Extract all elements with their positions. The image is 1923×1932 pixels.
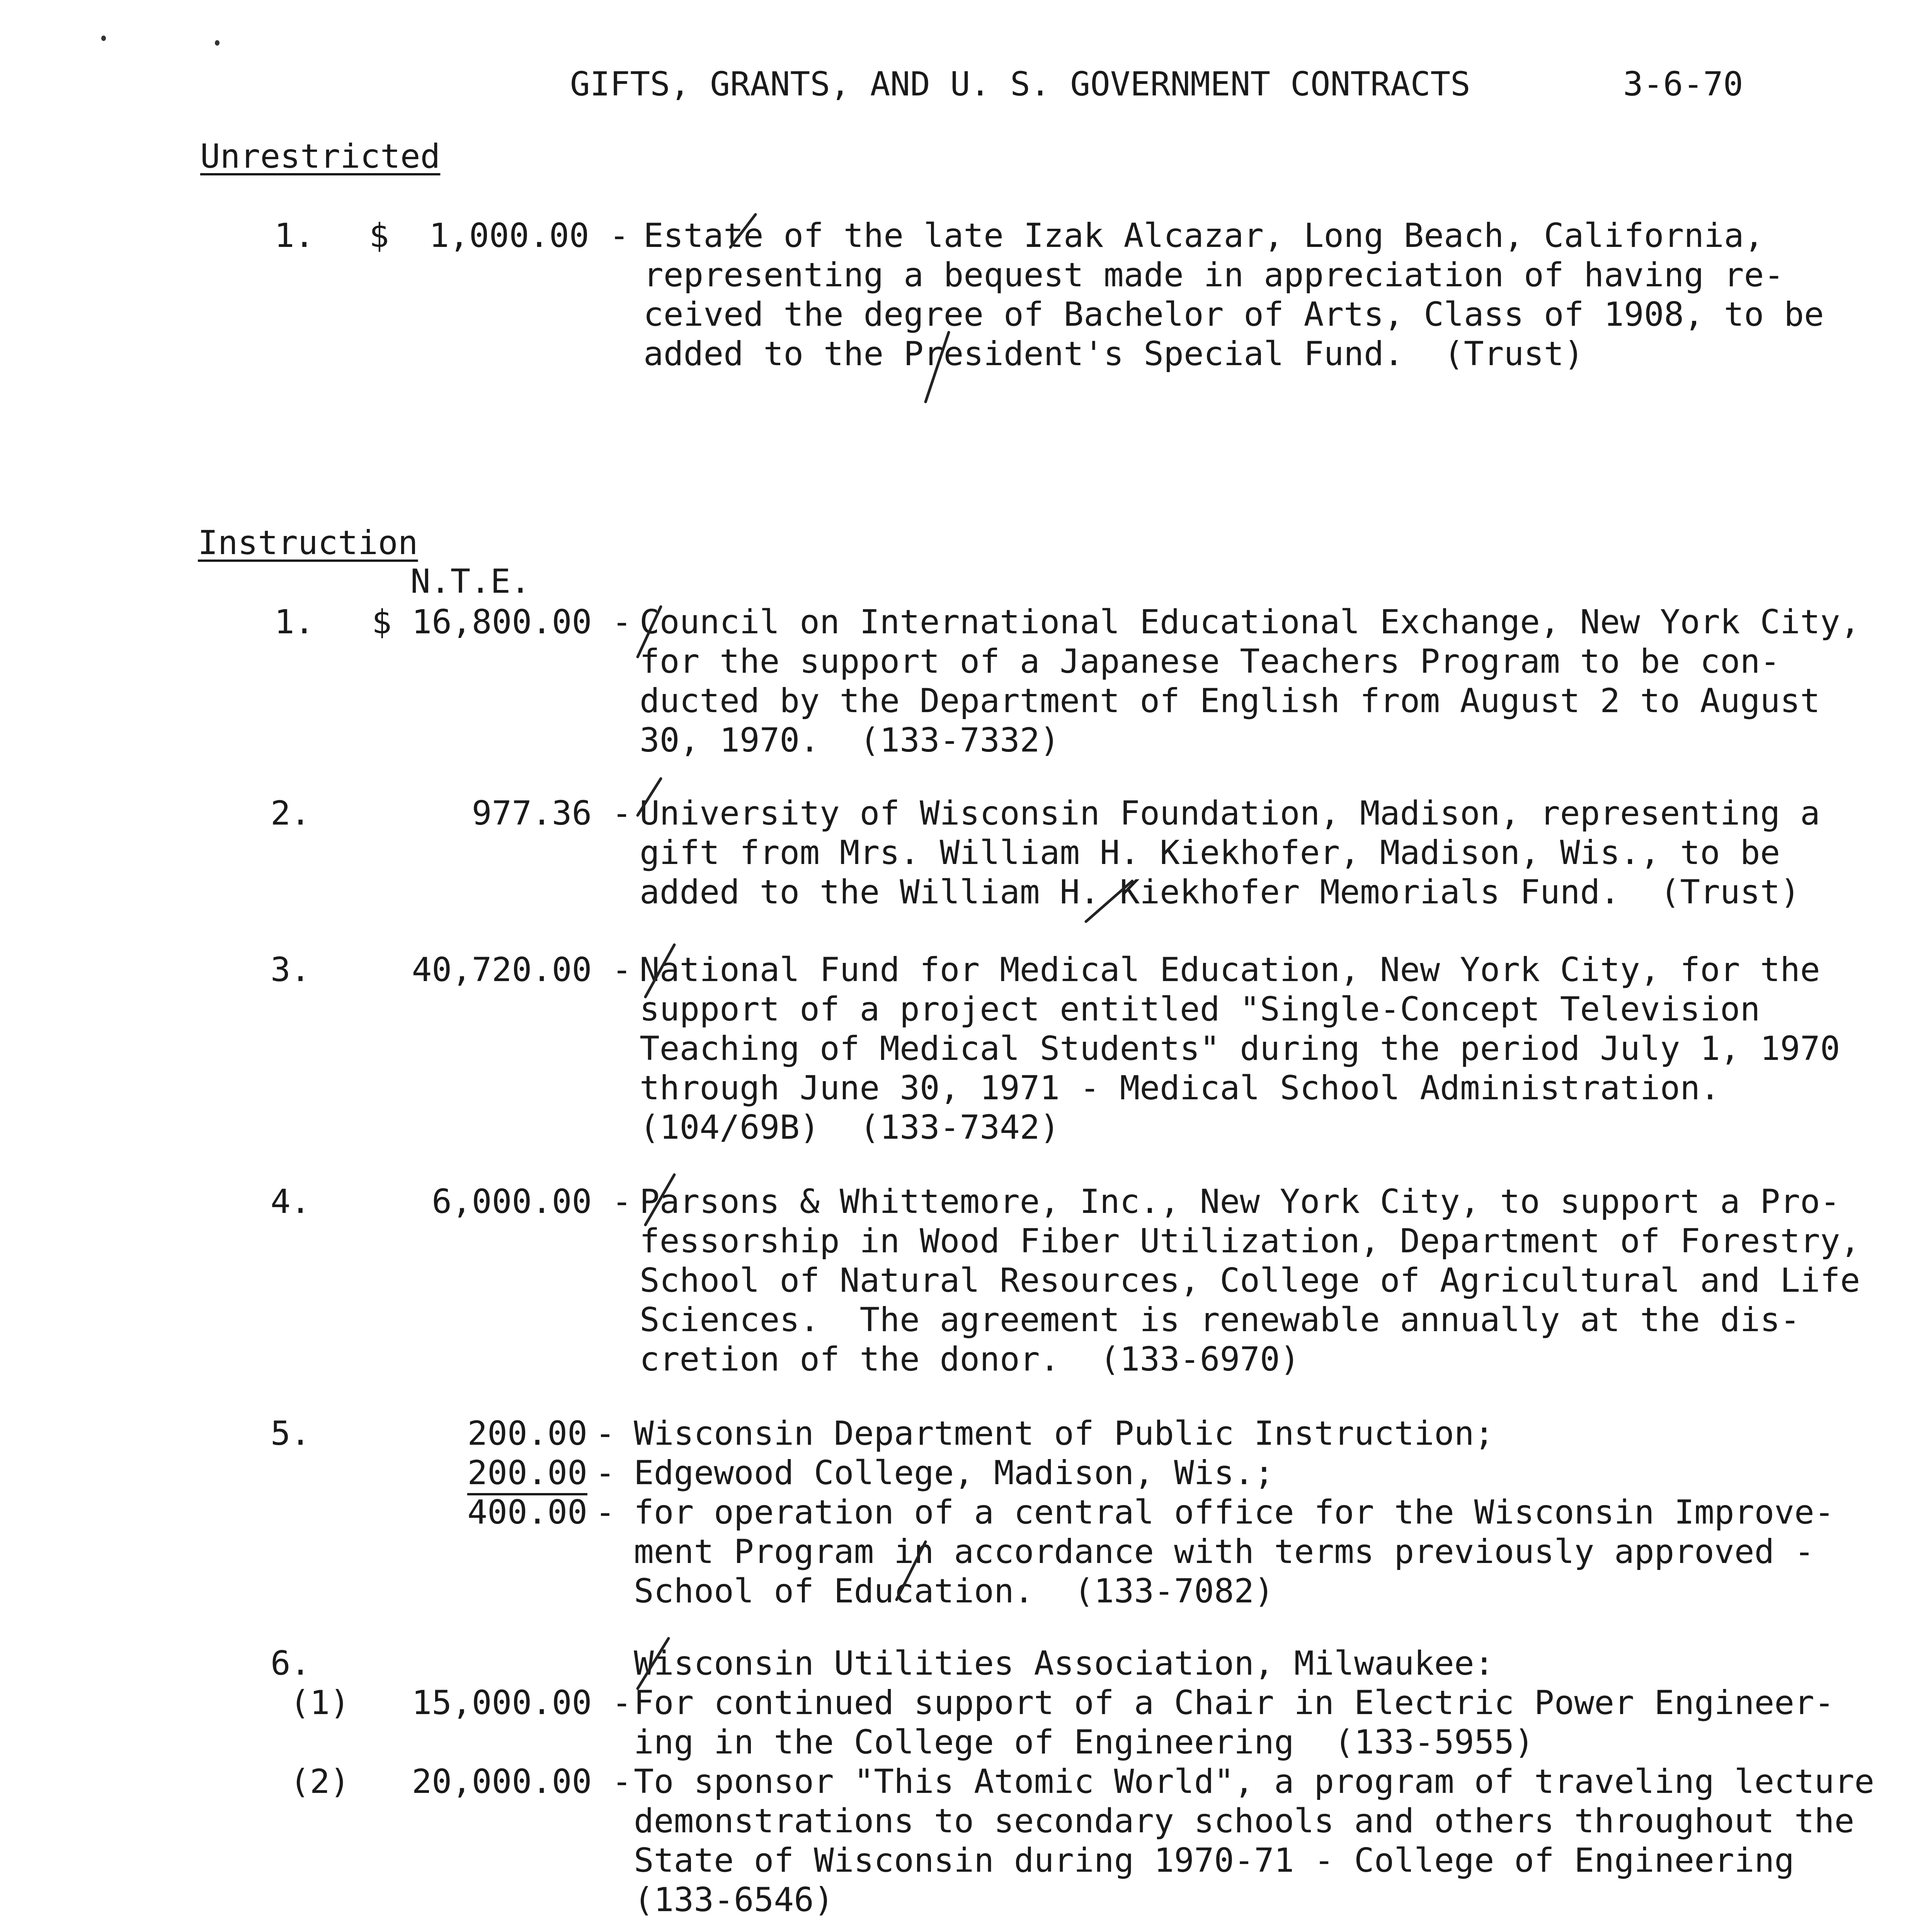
item-line: representing a bequest made in appreciation of having re- — [643, 256, 1784, 294]
item-amount: 15,000.00 - — [412, 1684, 632, 1722]
item-amount: 6,000.00 - — [432, 1182, 632, 1221]
subitem-label: (2) — [290, 1762, 350, 1801]
item-line: School of Education. (133-7082) — [634, 1572, 1274, 1611]
item-line: Edgewood College, Madison, Wis.; — [634, 1454, 1274, 1492]
nte-label: N.T.E. — [410, 562, 531, 601]
item-line: ing in the College of Engineering (133-5955) — [634, 1723, 1534, 1762]
item-line: for operation of a central office for the Wisconsin Improve- — [634, 1493, 1835, 1532]
item-amount: 977.36 - — [471, 794, 632, 833]
check-tick — [645, 1175, 674, 1225]
item-amount: - — [595, 1454, 615, 1492]
item-line: For continued support of a Chair in Electric Power Engineer- — [634, 1684, 1835, 1722]
item-amount: 200.00 — [467, 1414, 587, 1453]
check-tick — [730, 214, 756, 247]
item-amount: - — [595, 1493, 615, 1532]
item-number: 5. — [271, 1414, 311, 1453]
item-amount: 40,720.00 - — [412, 951, 632, 989]
item-line: Sciences. The agreement is renewable annually at the dis- — [640, 1301, 1800, 1339]
item-amount: $ 1,000.00 - — [369, 216, 630, 255]
item-number: 1. — [274, 216, 315, 255]
item-line: University of Wisconsin Foundation, Madison, representing a — [640, 794, 1820, 833]
item-line: fessorship in Wood Fiber Utilization, Department of Forestry, — [640, 1222, 1860, 1260]
item-number: 3. — [271, 951, 311, 989]
item-donor: Wisconsin Utilities Association, Milwaukee: — [634, 1644, 1494, 1683]
item-line: Parsons & Whittemore, Inc., New York City, to support a Pro- — [640, 1182, 1840, 1221]
check-tick — [645, 945, 674, 997]
section-heading-unrestricted: Unrestricted — [200, 137, 441, 176]
item-line: National Fund for Medical Education, New York City, for the — [640, 951, 1820, 989]
item-line: State of Wisconsin during 1970-71 - College of Engineering — [634, 1841, 1795, 1880]
item-line: Estate of the late Izak Alcazar, Long Beach, California, — [643, 216, 1764, 255]
item-line: ducted by the Department of English from August 2 to August — [640, 682, 1820, 720]
item-line: Teaching of Medical Students" during the period July 1, 1970 — [640, 1029, 1840, 1068]
item-line: 30, 1970. (133-7332) — [640, 721, 1060, 760]
page-title: GIFTS, GRANTS, AND U. S. GOVERNMENT CONTRACTS — [570, 65, 1470, 104]
item-line: ment Program in accordance with terms previously approved - — [634, 1532, 1814, 1571]
item-number: 2. — [271, 794, 311, 833]
item-amount: 20,000.00 - — [412, 1762, 632, 1801]
check-tick — [1086, 881, 1132, 922]
item-line: cretion of the donor. (133-6970) — [640, 1340, 1300, 1379]
check-tick — [926, 332, 949, 402]
item-amount-underlined: 200.00 — [467, 1454, 587, 1495]
item-amount: - — [595, 1414, 615, 1453]
check-tick — [897, 1542, 926, 1600]
check-tick — [638, 607, 661, 657]
section-heading-instruction: Instruction — [198, 524, 418, 562]
item-line: added to the President's Special Fund. (Trust) — [643, 335, 1584, 373]
item-line: ceived the degree of Bachelor of Arts, Class of 1908, to be — [643, 295, 1824, 334]
item-line: for the support of a Japanese Teachers Program to be con- — [640, 642, 1780, 681]
item-line: School of Natural Resources, College of Agricultural and Life — [640, 1261, 1860, 1300]
item-line: Wisconsin Department of Public Instruction; — [634, 1414, 1494, 1453]
item-amount: $ 16,800.00 - — [371, 603, 632, 641]
item-number: 1. — [274, 603, 315, 641]
check-tick — [638, 1638, 669, 1689]
item-number: 6. — [271, 1644, 311, 1683]
item-line: gift from Mrs. William H. Kiekhofer, Madison, Wis., to be — [640, 833, 1780, 872]
item-line: demonstrations to secondary schools and others throughout the — [634, 1802, 1855, 1840]
item-line: through June 30, 1971 - Medical School Administration. — [640, 1069, 1720, 1107]
item-line: added to the William H. Kiekhofer Memorials Fund. (Trust) — [640, 873, 1800, 912]
item-line: (104/69B) (133-7342) — [640, 1108, 1060, 1147]
check-tick — [638, 779, 661, 815]
item-line: support of a project entitled "Single-Concept Television — [640, 990, 1760, 1029]
item-line: (133-6546) — [634, 1881, 834, 1919]
item-amount-total: 400.00 — [467, 1493, 587, 1532]
item-line: Council on International Educational Exchange, New York City, — [640, 603, 1860, 641]
subitem-label: (1) — [290, 1684, 350, 1722]
item-line: To sponsor "This Atomic World", a program of traveling lecture — [634, 1762, 1875, 1801]
page-date: 3-6-70 — [1623, 65, 1743, 104]
item-number: 4. — [271, 1182, 311, 1221]
